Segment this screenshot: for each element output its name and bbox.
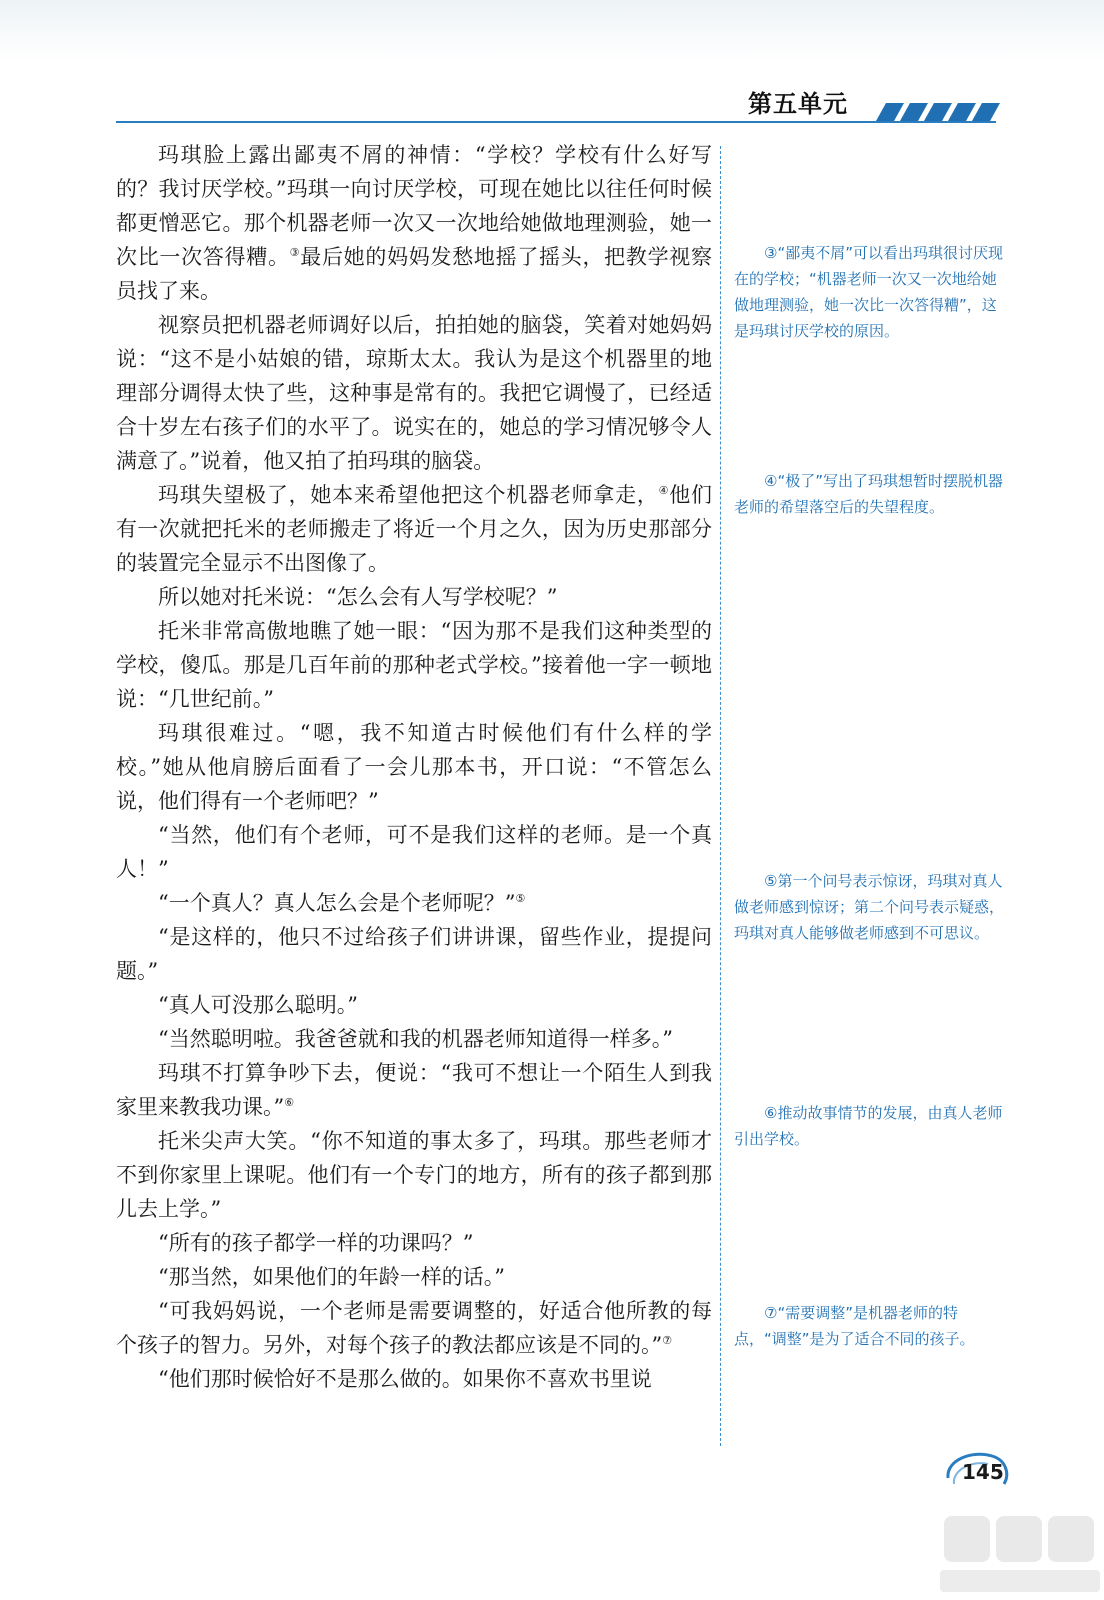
paragraph: [116, 988, 712, 1022]
paragraph: [116, 614, 712, 716]
main-text: [116, 138, 712, 1396]
paragraph-text: 托米尖声大笑。“你不知道的事太多了，玛琪。那些老师才不到你家里上课呢。他们有一个专门的地方，所有的孩子都到那儿去上学。”: [116, 1129, 712, 1221]
paragraph: [116, 716, 712, 818]
paragraph: [116, 1260, 712, 1294]
paragraph-text: “当然，他们有个老师，可不是我们这样的老师。是一个真人！”: [116, 823, 712, 881]
annotation-note-4: ④“极了”写出了玛琪想暂时摆脱机器老师的希望落空后的失望程度。: [734, 472, 1003, 516]
unit-title: 第五单元: [748, 90, 848, 118]
paragraph: [116, 818, 712, 886]
paragraph: [116, 478, 712, 580]
paragraph-text: “可我妈妈说，一个老师是需要调整的，好适合他所教的每个孩子的智力。另外，对每个孩子的教法都应该是不同的。”: [116, 1299, 712, 1357]
paragraph-text: 他们有一次就把托米的老师搬走了将近一个月之久，因为历史那部分的装置完全显示不出图像了。: [116, 483, 712, 575]
paragraph: [116, 1294, 712, 1362]
paragraph-text: “他们那时候恰好不是那么做的。如果你不喜欢书里说: [158, 1367, 652, 1391]
paragraph: [116, 1226, 712, 1260]
paragraph: [116, 1124, 712, 1226]
paragraph-text: “一个真人？真人怎么会是个老师呢？”: [158, 891, 516, 915]
paragraph: [116, 886, 712, 920]
paragraph-text: “是这样的，他只不过给孩子们讲讲课，留些作业，提提问题。”: [116, 925, 712, 983]
paragraph: [116, 1056, 712, 1124]
paragraph-text: 玛琪不打算争吵下去，便说：“我可不想让一个陌生人到我家里来教我功课。”: [116, 1061, 712, 1119]
paragraph-text: 玛琪失望极了，她本来希望他把这个机器老师拿走，: [158, 483, 659, 507]
paragraph-text: “当然聪明啦。我爸爸就和我的机器老师知道得一样多。”: [158, 1027, 673, 1051]
annotation-marker: ③: [289, 246, 301, 259]
paragraph-text: 玛琪很难过。“嗯，我不知道古时候他们有什么样的学校。”她从他肩膀后面看了一会儿那本书，开口说：“不管怎么说，他们得有一个老师吧？”: [116, 721, 712, 813]
annotation-note-7: ⑦“需要调整”是机器老师的特点，“调整”是为了适合不同的孩子。: [734, 1304, 975, 1348]
paragraph: [116, 138, 712, 308]
annotation-note-6: ⑥推动故事情节的发展，由真人老师引出学校。: [734, 1104, 1003, 1148]
paragraph: [116, 920, 712, 988]
paragraph-text: 最后她的妈妈发愁地摇了摇头，把教学视察员找了来。: [116, 245, 712, 303]
annotation-note-5: ⑤第一个问号表示惊讶，玛琪对真人做老师感到惊讶；第二个问号表示疑惑，玛琪对真人能够做老师感到不可思议。: [734, 872, 1005, 942]
page-top-shade: [0, 0, 1104, 60]
paragraph: [116, 1022, 712, 1056]
annotation-marker: ⑦: [662, 1334, 673, 1347]
annotation-marker: ④: [658, 484, 670, 497]
paragraph-text: 玛琪脸上露出鄙夷不屑的神情：“学校？学校有什么好写的？我讨厌学校。”玛琪一向讨厌学校，可现在她比以往任何时候都更憎恶它。那个机器老师一次又一次地给她做地理测验，她一次比一次答得糟。: [116, 143, 712, 269]
paragraph: [116, 580, 712, 614]
paragraph: [116, 308, 712, 478]
paragraph: [116, 1362, 712, 1396]
annotation-note-3: ③“鄙夷不屑”可以看出玛琪很讨厌现在的学校；“机器老师一次又一次地给她做地理测验，她一次比一次答得糟”，这是玛琪讨厌学校的原因。: [734, 244, 1003, 340]
paragraph-text: 托米非常高傲地瞧了她一眼：“因为那不是我们这种类型的学校，傻瓜。那是几百年前的那种老式学校。”接着他一字一顿地说：“几世纪前。”: [116, 619, 712, 711]
watermark-logo: [930, 1508, 1104, 1600]
header-stripes-decoration: [876, 103, 1006, 121]
paragraph-text: 所以她对托米说：“怎么会有人写学校呢？”: [158, 585, 558, 609]
paragraph-text: “那当然，如果他们的年龄一样的话。”: [158, 1265, 505, 1289]
paragraph-text: “所有的孩子都学一样的功课吗？”: [158, 1231, 474, 1255]
paragraph-text: “真人可没那么聪明。”: [158, 993, 358, 1017]
header-rule: [116, 121, 996, 123]
annotation-marker: ⑤: [515, 892, 526, 905]
paragraph-text: 视察员把机器老师调好以后，拍拍她的脑袋，笑着对她妈妈说：“这不是小姑娘的错，琼斯太太。我认为是这个机器里的地理部分调得太快了些，这种事是常有的。我把它调慢了，已经适合十岁左右孩子们的水平了。说实在的，她总的学习情况够令人满意了。”说着，他又拍了拍玛琪的脑袋。: [116, 313, 712, 473]
annotation-divider: [720, 146, 721, 1446]
annotation-marker: ⑥: [284, 1096, 295, 1109]
page-number: 145: [962, 1460, 1004, 1484]
